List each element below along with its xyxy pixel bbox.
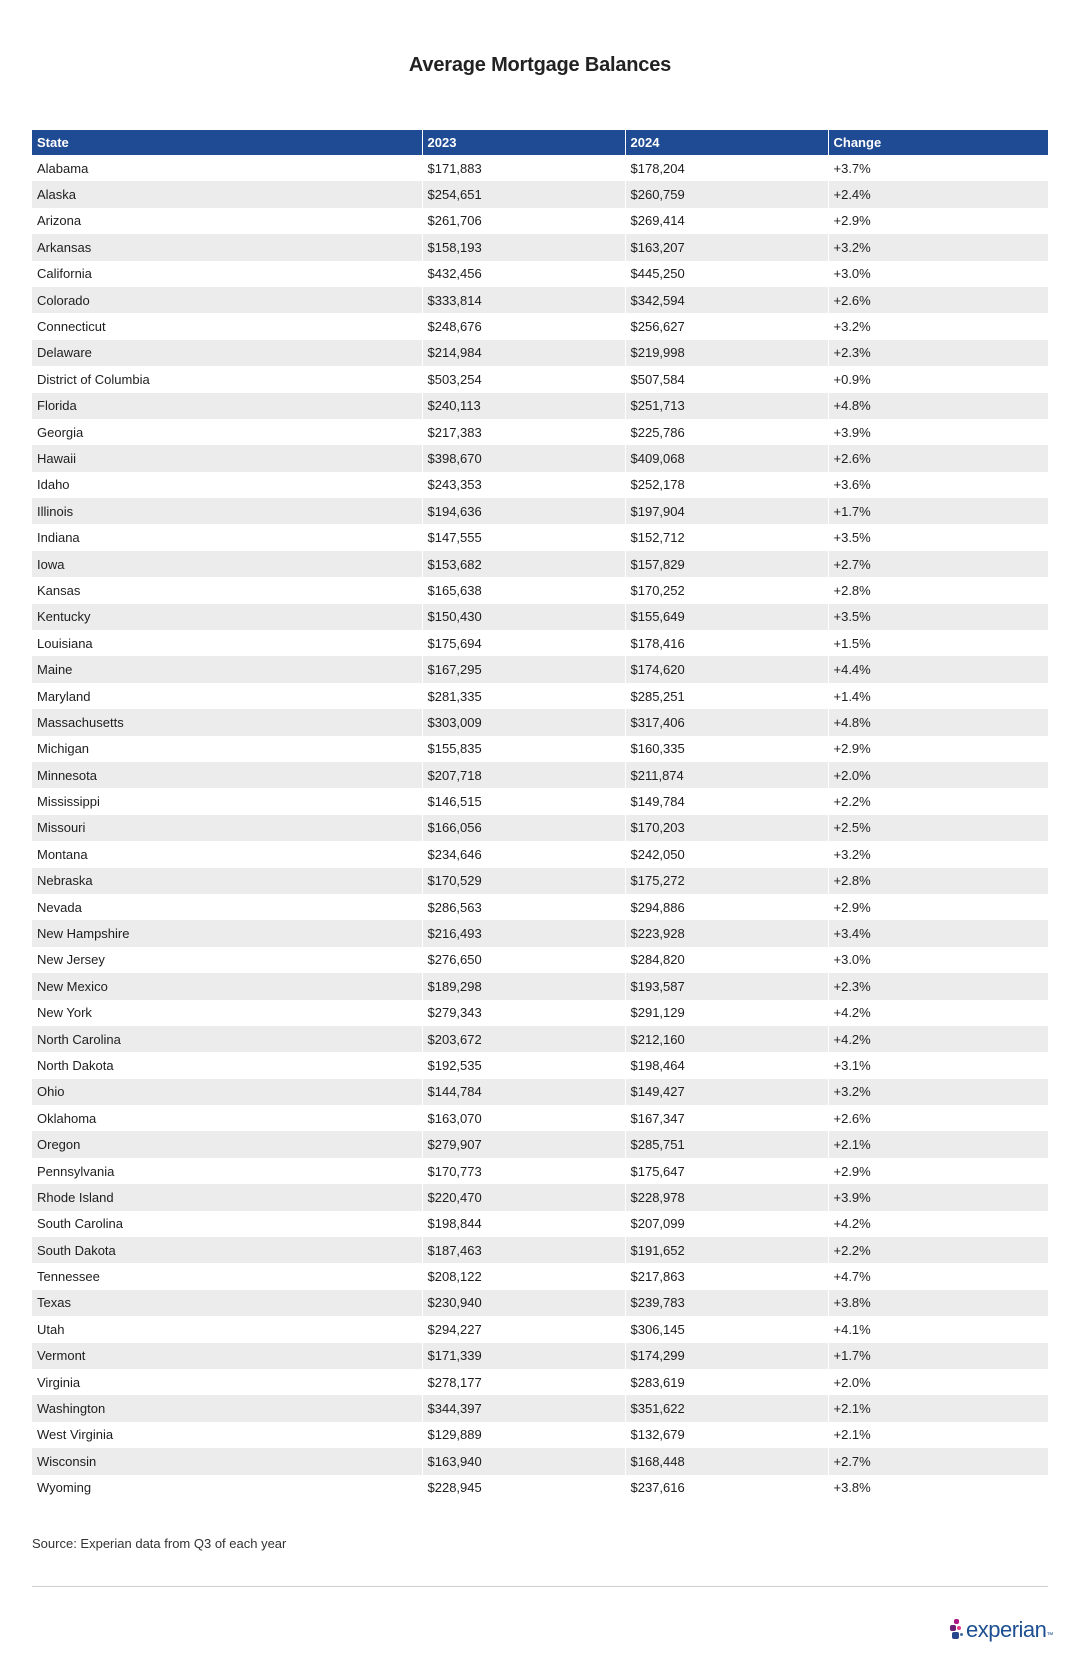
cell-2024: $157,829 [625,551,828,577]
cell-change: +3.9% [833,424,871,440]
cell-2023: $192,535 [422,1052,625,1078]
cell-2023: $303,009 [422,709,625,735]
table-row [32,815,1048,841]
cell-2024: $207,099 [625,1211,828,1237]
cell-state: California [32,261,422,287]
table-header [32,130,1048,155]
cell-change: +1.4% [833,688,871,704]
cell-state: Michigan [32,736,422,762]
cell-2024: $168,448 [625,1448,828,1474]
table-row [32,524,1048,550]
cell-state: Nevada [32,894,422,920]
table-row [32,577,1048,603]
table-row [32,1395,1048,1421]
table-row [32,234,1048,260]
cell-2023: $144,784 [422,1079,625,1105]
cell-state: Wisconsin [32,1448,422,1474]
cell-state: Alaska [32,181,422,207]
cell-change: +2.3% [828,973,1048,999]
cell-state: Oregon [32,1131,422,1157]
cell-2024: $283,619 [625,1369,828,1395]
trademark-mark: ™ [1046,1632,1054,1639]
table-row [32,630,1048,656]
cell-2023: $432,456 [422,261,625,287]
table-row [32,498,1048,524]
cell-2024: $256,627 [625,313,828,339]
cell-2024: $228,978 [625,1184,828,1210]
cell-change: +3.9% [828,1184,1048,1210]
cell-state: New York [32,1000,422,1026]
table-row [32,656,1048,682]
cell-2023: $147,555 [422,524,625,550]
cell-2023: $216,493 [422,920,625,946]
cell-state: Wyoming [32,1475,422,1501]
cell-state: Connecticut [32,313,422,339]
cell-change: +0.9% [833,371,871,387]
table-row [32,313,1048,339]
cell-2023: $276,650 [422,947,625,973]
table-row [32,868,1048,894]
cell-2024: $294,886 [625,894,828,920]
column-header-state: State [32,130,422,155]
cell-state: New Hampshire [32,920,422,946]
experian-logo [950,1617,1053,1643]
cell-state: Maryland [32,683,422,709]
cell-2024: $160,335 [625,736,828,762]
cell-2023: $189,298 [422,973,625,999]
cell-2024: $163,207 [625,234,828,260]
cell-change: +4.7% [833,1269,871,1285]
table-row [32,1211,1048,1237]
table-body [32,155,1048,1501]
cell-2023: $155,835 [422,736,625,762]
cell-state: Idaho [32,472,422,498]
table-row [32,920,1048,946]
cell-change: +2.9% [833,741,871,757]
cell-2023: $398,670 [422,445,625,471]
table-row [32,366,1048,392]
cell-change: +4.2% [828,1026,1048,1052]
cell-state: New Jersey [32,947,422,973]
cell-2024: $175,272 [625,868,828,894]
cell-change: +3.1% [833,1057,871,1073]
table-row [32,1000,1048,1026]
table-row [32,181,1048,207]
column-header-2024: 2024 [625,130,828,155]
cell-2023: $228,945 [422,1475,625,1501]
cell-change: +4.1% [833,1321,871,1337]
cell-state: Arkansas [32,234,422,260]
cell-change: +1.7% [828,498,1048,524]
cell-2024: $507,584 [625,366,828,392]
cell-2024: $178,204 [625,155,828,181]
experian-dots-icon [950,1619,964,1641]
cell-change: +3.0% [833,952,871,968]
cell-2023: $167,295 [422,656,625,682]
cell-2024: $212,160 [625,1026,828,1052]
cell-state: Montana [32,841,422,867]
cell-2024: $225,786 [625,419,828,445]
cell-2024: $178,416 [625,630,828,656]
cell-2023: $214,984 [422,340,625,366]
cell-2023: $171,883 [422,155,625,181]
cell-change: +2.8% [833,582,871,598]
table-row [32,709,1048,735]
cell-change: +3.2% [833,319,871,335]
source-note: Source: Experian data from Q3 of each year [32,1536,287,1551]
cell-change: +2.9% [833,1163,871,1179]
cell-2023: $165,638 [422,577,625,603]
column-header-change: Change [828,130,1048,155]
cell-change: +4.4% [828,656,1048,682]
cell-change: +1.7% [828,1343,1048,1369]
cell-2024: $445,250 [625,261,828,287]
cell-change: +3.2% [828,1079,1048,1105]
data-table [32,130,1048,1501]
cell-2023: $207,718 [422,762,625,788]
cell-2024: $152,712 [625,524,828,550]
table-row [32,1184,1048,1210]
cell-change: +3.7% [833,160,871,176]
table-row [32,788,1048,814]
cell-2023: $279,343 [422,1000,625,1026]
cell-2023: $208,122 [422,1263,625,1289]
cell-2023: $243,353 [422,472,625,498]
cell-2024: $260,759 [625,181,828,207]
cell-2024: $132,679 [625,1422,828,1448]
table-row [32,683,1048,709]
cell-2024: $317,406 [625,709,828,735]
cell-state: Indiana [32,524,422,550]
cell-2023: $503,254 [422,366,625,392]
cell-state: Florida [32,393,422,419]
cell-change: +2.4% [828,181,1048,207]
cell-change: +2.9% [833,213,871,229]
table-row [32,419,1048,445]
table-row [32,841,1048,867]
cell-2024: $198,464 [625,1052,828,1078]
table-row [32,894,1048,920]
cell-2024: $197,904 [625,498,828,524]
cell-2023: $248,676 [422,313,625,339]
cell-state: South Carolina [32,1211,422,1237]
cell-2024: $170,203 [625,815,828,841]
cell-change: +2.5% [828,815,1048,841]
table-row [32,155,1048,181]
cell-state: South Dakota [32,1237,422,1263]
cell-2024: $351,622 [625,1395,828,1421]
table-row [32,261,1048,287]
cell-state: Rhode Island [32,1184,422,1210]
table-row [32,1475,1048,1501]
cell-change: +4.2% [833,1216,871,1232]
cell-2024: $193,587 [625,973,828,999]
cell-state: Hawaii [32,445,422,471]
cell-state: Virginia [32,1369,422,1395]
mortgage-table [32,130,1048,1501]
cell-2023: $163,940 [422,1448,625,1474]
cell-2024: $251,713 [625,393,828,419]
cell-2024: $149,427 [625,1079,828,1105]
cell-change: +2.3% [828,340,1048,366]
cell-change: +4.8% [828,393,1048,419]
header-row [32,130,1048,155]
table-row [32,1026,1048,1052]
cell-state: Utah [32,1316,422,1342]
table-row [32,1369,1048,1395]
table-row [32,1422,1048,1448]
cell-change: +2.6% [828,445,1048,471]
cell-change: +2.1% [833,1427,871,1443]
cell-change: +4.2% [833,1005,871,1021]
cell-state: District of Columbia [32,366,422,392]
cell-state: Vermont [32,1343,422,1369]
cell-change: +2.0% [833,1374,871,1390]
cell-change: +2.1% [828,1395,1048,1421]
cell-2024: $285,251 [625,683,828,709]
cell-2024: $242,050 [625,841,828,867]
table-row [32,472,1048,498]
table-row [32,973,1048,999]
cell-change: +3.0% [833,266,871,282]
cell-state: Louisiana [32,630,422,656]
cell-state: Mississippi [32,788,422,814]
cell-state: Pennsylvania [32,1158,422,1184]
cell-change: +4.8% [828,709,1048,735]
cell-2024: $175,647 [625,1158,828,1184]
cell-2023: $187,463 [422,1237,625,1263]
cell-2024: $291,129 [625,1000,828,1026]
cell-2023: $261,706 [422,208,625,234]
column-header-2023: 2023 [422,130,625,155]
cell-state: Alabama [32,155,422,181]
cell-2024: $170,252 [625,577,828,603]
cell-2024: $211,874 [625,762,828,788]
cell-2023: $129,889 [422,1422,625,1448]
cell-change: +3.6% [833,477,871,493]
cell-change: +2.7% [828,551,1048,577]
cell-state: Colorado [32,287,422,313]
cell-2024: $191,652 [625,1237,828,1263]
table-row [32,1263,1048,1289]
cell-2024: $167,347 [625,1105,828,1131]
cell-change: +3.8% [828,1290,1048,1316]
table-row [32,736,1048,762]
cell-change: +2.0% [828,762,1048,788]
cell-2023: $163,070 [422,1105,625,1131]
experian-wordmark: experian [966,1617,1047,1642]
table-row [32,208,1048,234]
cell-change: +3.2% [833,846,871,862]
cell-2023: $175,694 [422,630,625,656]
table-row [32,1290,1048,1316]
table-row [32,551,1048,577]
cell-2024: $155,649 [625,604,828,630]
cell-2023: $333,814 [422,287,625,313]
cell-2024: $149,784 [625,788,828,814]
cell-change: +3.4% [828,920,1048,946]
table-row [32,1237,1048,1263]
table-row [32,393,1048,419]
table-title: Average Mortgage Balances [408,54,672,76]
footer-divider [32,1586,1048,1587]
cell-2023: $220,470 [422,1184,625,1210]
table-row [32,604,1048,630]
cell-2023: $278,177 [422,1369,625,1395]
cell-change: +1.5% [833,635,871,651]
cell-state: Illinois [32,498,422,524]
table-row [32,1105,1048,1131]
cell-2024: $284,820 [625,947,828,973]
cell-state: North Dakota [32,1052,422,1078]
cell-2024: $239,783 [625,1290,828,1316]
cell-2024: $306,145 [625,1316,828,1342]
table-row [32,1079,1048,1105]
cell-state: Kentucky [32,604,422,630]
cell-2023: $234,646 [422,841,625,867]
cell-2023: $281,335 [422,683,625,709]
cell-state: Delaware [32,340,422,366]
cell-2023: $170,529 [422,868,625,894]
cell-state: Oklahoma [32,1105,422,1131]
cell-state: Arizona [32,208,422,234]
cell-2023: $203,672 [422,1026,625,1052]
cell-2023: $198,844 [422,1211,625,1237]
cell-2023: $254,651 [422,181,625,207]
cell-2023: $158,193 [422,234,625,260]
cell-2023: $166,056 [422,815,625,841]
table-row [32,1343,1048,1369]
cell-state: North Carolina [32,1026,422,1052]
cell-2023: $217,383 [422,419,625,445]
cell-2024: $269,414 [625,208,828,234]
cell-change: +3.8% [833,1480,871,1496]
cell-state: Nebraska [32,868,422,894]
cell-change: +2.9% [833,899,871,915]
cell-2023: $146,515 [422,788,625,814]
cell-2023: $171,339 [422,1343,625,1369]
table-row [32,445,1048,471]
table-row [32,287,1048,313]
table-row [32,1131,1048,1157]
cell-change: +2.2% [833,794,871,810]
cell-change: +2.2% [828,1237,1048,1263]
cell-2023: $230,940 [422,1290,625,1316]
cell-change: +3.2% [828,234,1048,260]
table-row [32,1052,1048,1078]
cell-2024: $342,594 [625,287,828,313]
cell-change: +2.7% [828,1448,1048,1474]
cell-2024: $285,751 [625,1131,828,1157]
cell-state: Washington [32,1395,422,1421]
cell-2023: $150,430 [422,604,625,630]
cell-2023: $194,636 [422,498,625,524]
cell-2024: $217,863 [625,1263,828,1289]
cell-2023: $286,563 [422,894,625,920]
table-row [32,1316,1048,1342]
cell-2023: $153,682 [422,551,625,577]
cell-2024: $174,299 [625,1343,828,1369]
table-row [32,947,1048,973]
cell-change: +2.1% [828,1131,1048,1157]
table-row [32,762,1048,788]
table-row [32,1448,1048,1474]
cell-2024: $409,068 [625,445,828,471]
cell-2024: $252,178 [625,472,828,498]
cell-state: Minnesota [32,762,422,788]
cell-state: Maine [32,656,422,682]
cell-2023: $170,773 [422,1158,625,1184]
cell-state: New Mexico [32,973,422,999]
cell-2024: $219,998 [625,340,828,366]
cell-state: Georgia [32,419,422,445]
cell-2024: $237,616 [625,1475,828,1501]
cell-state: Ohio [32,1079,422,1105]
cell-2023: $279,907 [422,1131,625,1157]
cell-change: +3.5% [833,530,871,546]
table-row [32,340,1048,366]
cell-change: +2.6% [828,287,1048,313]
cell-change: +2.6% [833,1110,871,1126]
cell-state: West Virginia [32,1422,422,1448]
table-row [32,1158,1048,1184]
cell-state: Missouri [32,815,422,841]
cell-2024: $174,620 [625,656,828,682]
cell-change: +2.8% [828,868,1048,894]
cell-state: Iowa [32,551,422,577]
cell-state: Texas [32,1290,422,1316]
cell-2023: $294,227 [422,1316,625,1342]
cell-state: Massachusetts [32,709,422,735]
cell-change: +3.5% [828,604,1048,630]
cell-2023: $240,113 [422,393,625,419]
cell-2023: $344,397 [422,1395,625,1421]
cell-2024: $223,928 [625,920,828,946]
cell-state: Tennessee [32,1263,422,1289]
cell-state: Kansas [32,577,422,603]
